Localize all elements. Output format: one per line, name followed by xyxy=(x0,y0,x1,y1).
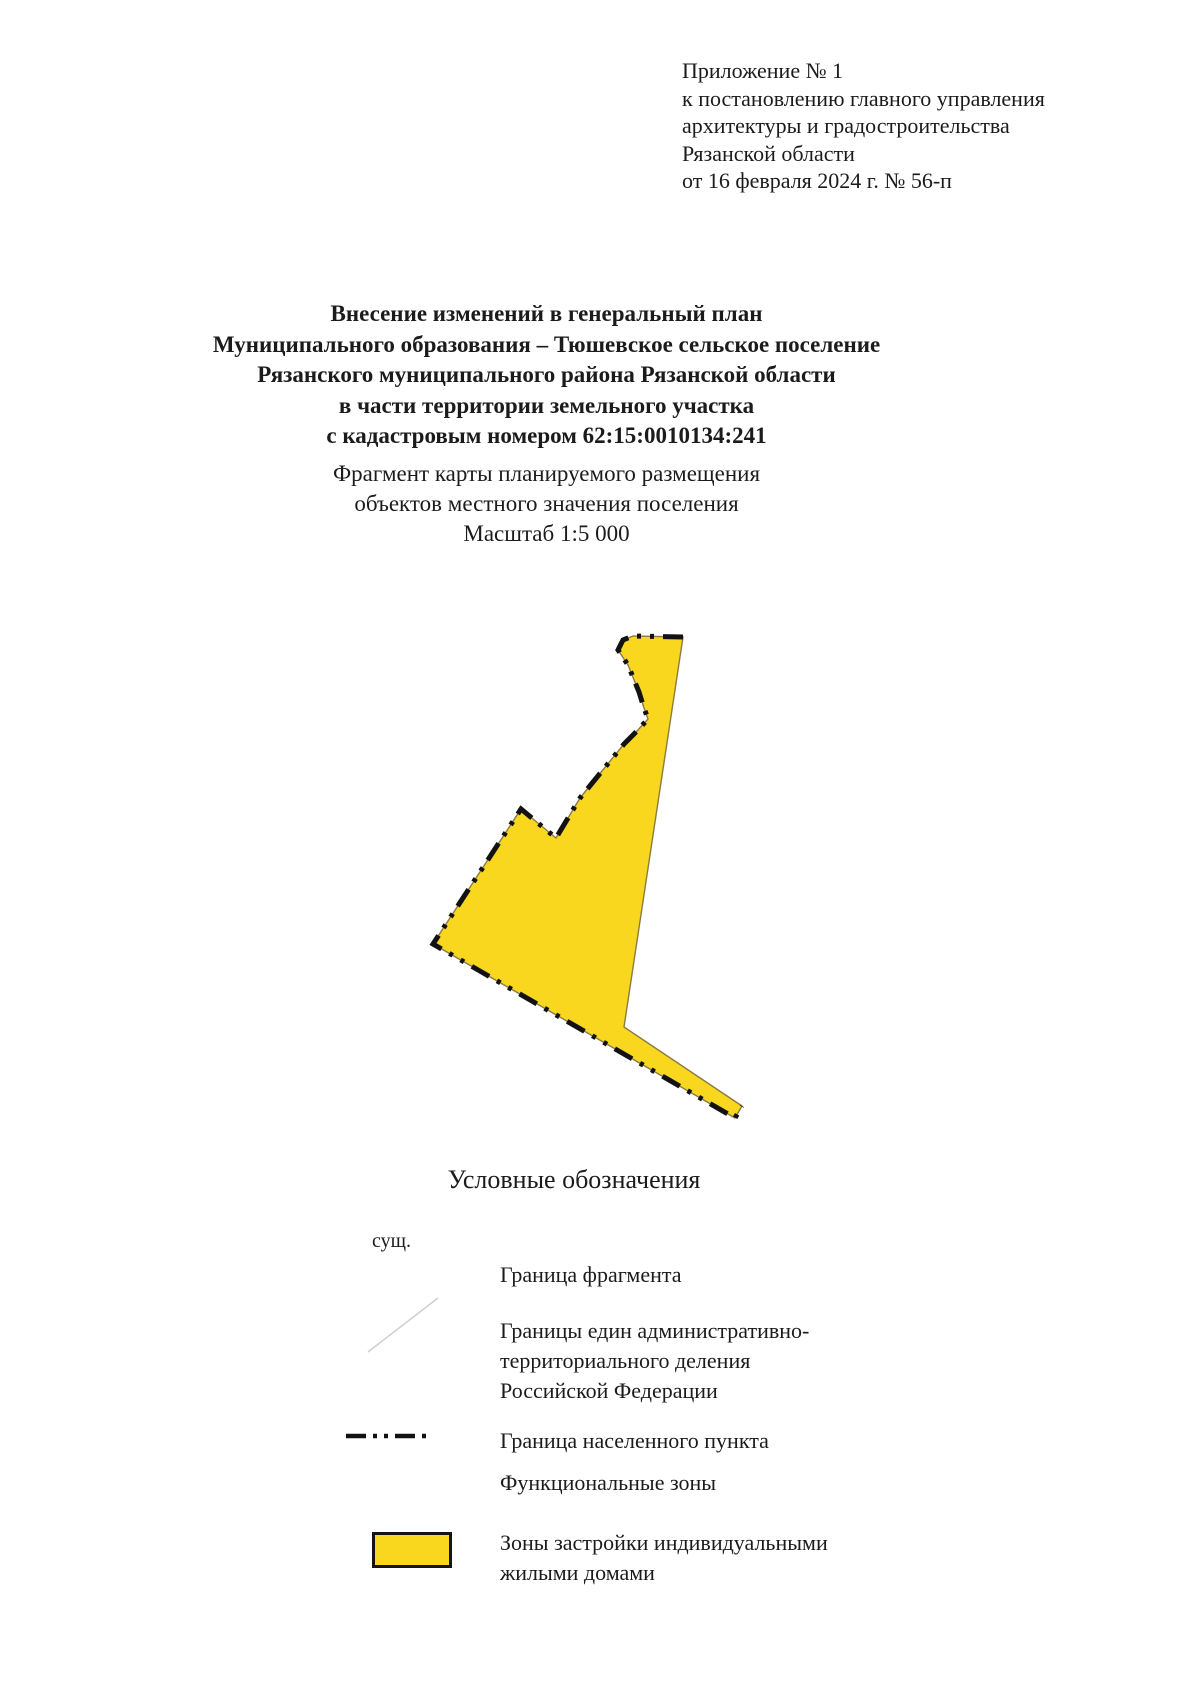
document-title-line: с кадастровым номером 62:15:0010134:241 xyxy=(326,423,767,448)
legend-item-settlement-border xyxy=(500,1426,769,1456)
map-fragment xyxy=(380,600,770,1140)
map-subtitle-line: Фрагмент карты планируемого размещения xyxy=(332,461,761,486)
legend-item-fragment-border xyxy=(500,1260,682,1290)
annex-header-line: от 16 февраля 2024 г. № 56-п xyxy=(682,168,952,193)
map-subtitle xyxy=(0,459,1093,549)
document-title-line: Рязанского муниципального района Рязанской области xyxy=(257,362,836,387)
legend-item-label: Граница фрагмента xyxy=(500,1262,682,1287)
annex-header-line: архитектуры и градостроительства xyxy=(682,113,1010,138)
annex-header-line: Рязанской области xyxy=(682,140,855,166)
legend-item-label: Российской Федерации xyxy=(500,1378,718,1403)
map-scale: Масштаб 1:5 000 xyxy=(463,521,630,546)
zone-polygon-svg xyxy=(380,600,770,1140)
legend-heading: Условные обозначения xyxy=(447,1165,701,1194)
legend-item-functional-zones xyxy=(500,1468,716,1498)
zone-fill-swatch-icon xyxy=(372,1532,452,1568)
legend-item-individual-housing-zones xyxy=(500,1528,828,1588)
annex-header-line: Приложение № 1 xyxy=(682,58,844,83)
legend-item-label: Граница населенного пункта xyxy=(500,1428,769,1453)
legend-item-label: Функциональные зоны xyxy=(500,1470,717,1495)
legend-item-label: Границы един административно- xyxy=(500,1318,810,1343)
legend-item-admin-borders xyxy=(500,1316,809,1406)
annex-header xyxy=(682,57,1122,195)
legend-item-label: жилыми домами xyxy=(500,1560,655,1585)
document-title-line: Внесение изменений в генеральный план xyxy=(330,301,763,326)
settlement-boundary-symbol-icon xyxy=(344,1428,434,1444)
legend-item-label: территориального деления xyxy=(500,1348,751,1373)
faint-diagonal-line xyxy=(362,1292,442,1356)
zone-polygon xyxy=(433,636,742,1118)
legend-existing-label: сущ. xyxy=(372,1230,412,1252)
document-title-line: Муниципального образования – Тюшевское сельское поселение xyxy=(212,331,881,357)
annex-header-line: к постановлению главного управления xyxy=(682,85,1045,111)
document-title xyxy=(0,299,1093,452)
map-subtitle-line: объектов местного значения поселения xyxy=(354,491,739,516)
document-title-line: в части территории земельного участка xyxy=(338,392,755,418)
legend-item-label: Зоны застройки индивидуальными xyxy=(500,1530,828,1555)
